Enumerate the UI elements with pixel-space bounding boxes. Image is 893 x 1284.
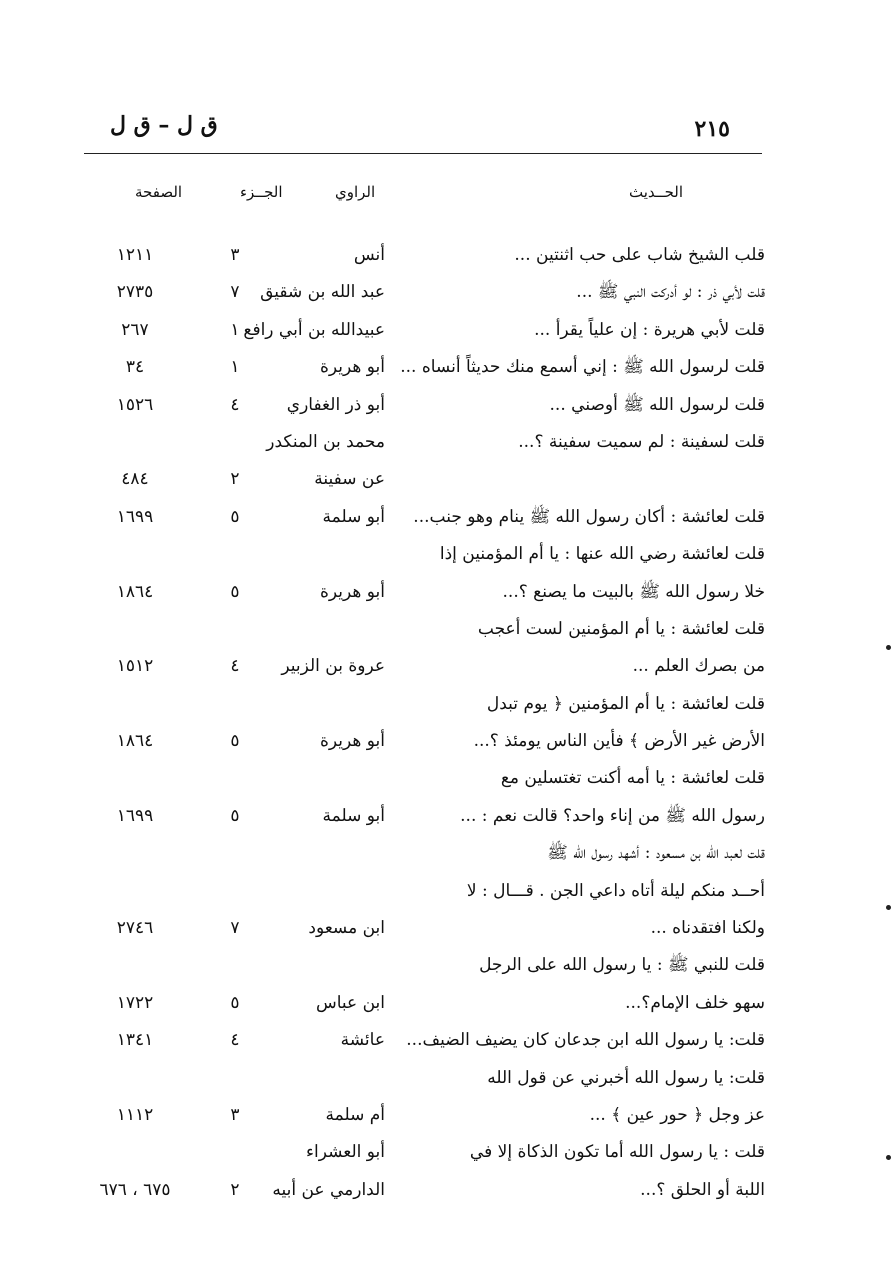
hadith-text: قلت لعبد الله بن مسعود : أشهد رسول الله ﷺ: [547, 843, 765, 864]
hadith-text: من بصرك العلم ...: [632, 656, 765, 677]
narrator: أم سلمة: [325, 1104, 385, 1125]
hadith-text: قلت لرسول الله ﷺ أوصني ...: [549, 394, 765, 415]
hadith-text: قلت لعائشة : يا أم المؤمنين ﴿ يوم تبدل: [486, 693, 765, 714]
page-reference: ٢٧٤٦: [116, 918, 154, 939]
volume-number: ٢: [230, 1179, 240, 1200]
volume-number: ٣: [230, 1104, 240, 1125]
narrator: أبو سلمة: [322, 805, 385, 826]
hadith-text: قلت للنبي ﷺ : يا رسول الله على الرجل: [479, 955, 765, 976]
volume-number: ٥: [230, 731, 240, 752]
index-row: [60, 240, 770, 277]
page-header: [90, 108, 760, 148]
narrator: أبو هريرة: [319, 581, 385, 602]
index-row: [60, 390, 770, 427]
narrator: أبو العشراء: [305, 1142, 385, 1163]
index-row: [60, 651, 770, 688]
page-reference: ١٨٦٤: [116, 581, 154, 602]
page-reference: ٢٧٣٥: [116, 282, 154, 303]
index-row: [60, 913, 770, 950]
hadith-text: قلت لسفينة : لم سميت سفينة ؟...: [518, 431, 765, 452]
volume-number: ٤: [230, 1030, 240, 1051]
volume-number: ٤: [230, 394, 240, 415]
volume-number: ١: [230, 319, 240, 340]
narrator: ابن مسعود: [308, 918, 385, 939]
page-reference: ١١١٢: [116, 1104, 154, 1125]
index-row: [60, 539, 770, 576]
index-row: [60, 838, 770, 875]
hadith-text: قلت لعائشة : يا أمه أكنت تغتسلين مع: [500, 768, 765, 789]
volume-number: ٢: [230, 469, 240, 490]
hadith-text: قلت: يا رسول الله أخبرني عن قول الله: [487, 1067, 765, 1088]
index-row: [60, 502, 770, 539]
index-row: [60, 1175, 770, 1212]
hadith-text: قلب الشيخ شاب على حب اثنتين ...: [514, 245, 765, 265]
page-reference: ١٣٤١: [116, 1030, 154, 1051]
index-row: [60, 801, 770, 838]
narrator: عروة بن الزبير: [281, 656, 385, 677]
running-head: ق ل – ق ل: [110, 112, 218, 138]
volume-number: ٧: [230, 918, 240, 939]
index-row: [60, 763, 770, 800]
page-reference: ١٥٢٦: [116, 394, 154, 415]
hadith-text: اللبة أو الحلق ؟...: [640, 1179, 765, 1200]
narrator: أنس: [353, 245, 385, 265]
page-reference: ١٧٢٢: [116, 992, 154, 1013]
hadith-text: الأرض غير الأرض ﴾ فأين الناس يومئذ ؟...: [473, 731, 765, 752]
margin-mark: [886, 905, 891, 910]
index-row: [60, 464, 770, 501]
index-row: [60, 1025, 770, 1062]
index-row: [60, 1137, 770, 1174]
hadith-text: قلت : يا رسول الله أما تكون الذكاة إلا في: [469, 1142, 765, 1163]
hadith-text: قلت لأبي ذر : لو أدركت النبي ﷺ ...: [576, 282, 765, 303]
narrator: أبو سلمة: [322, 506, 385, 527]
column-header-page: الصفحة: [135, 183, 183, 201]
page-reference: ١٥١٢: [116, 656, 154, 677]
narrator: عائشة: [340, 1030, 385, 1051]
index-row: [60, 577, 770, 614]
index-row: [60, 1063, 770, 1100]
narrator: أبو ذر الغفاري: [286, 394, 385, 415]
volume-number: ٥: [230, 992, 240, 1013]
page-reference: ١٦٩٩: [116, 805, 154, 826]
page-number: ٢١٥: [694, 116, 730, 142]
hadith-text: قلت لأبي هريرة : إن علياً يقرأ ...: [534, 319, 765, 340]
hadith-text: قلت لعائشة رضي الله عنها : يا أم المؤمنين إذا: [439, 544, 765, 565]
hadith-text: قلت لرسول الله ﷺ : إني أسمع منك حديثاً أنساه ...: [400, 357, 765, 378]
index-row: [60, 988, 770, 1025]
header-rule: [84, 153, 762, 154]
narrator: عبد الله بن شقيق: [260, 282, 385, 303]
margin-mark: [886, 645, 891, 650]
page-reference: ١٨٦٤: [116, 731, 154, 752]
hadith-text: رسول الله ﷺ من إناء واحد؟ قالت نعم : ...: [460, 805, 765, 826]
page-reference: ٣٤: [125, 357, 145, 378]
volume-number: ٣: [230, 245, 240, 265]
index-row: [60, 876, 770, 913]
volume-number: ٥: [230, 581, 240, 602]
narrator: محمد بن المنكدر: [266, 431, 385, 452]
page-reference: ٦٧٥ ، ٦٧٦: [99, 1179, 171, 1200]
volume-number: ٤: [230, 656, 240, 677]
index-row: [60, 277, 770, 314]
narrator: الدارمي عن أبيه: [272, 1179, 385, 1200]
page-reference: ٤٨٤: [121, 469, 149, 490]
page-reference: ٢٦٧: [121, 319, 149, 340]
hadith-text: قلت لعائشة : يا أم المؤمنين لست أعجب: [477, 618, 765, 639]
index-row: [60, 1100, 770, 1137]
volume-number: ١: [230, 357, 240, 378]
index-row: [60, 726, 770, 763]
column-header-juz: الجــزء: [240, 183, 283, 201]
hadith-text: خلا رسول الله ﷺ بالبيت ما يصنع ؟...: [502, 581, 765, 602]
margin-mark: [886, 1155, 891, 1160]
column-header-rawi: الراوي: [335, 183, 376, 201]
index-row: [60, 352, 770, 389]
index-row: [60, 950, 770, 987]
index-row: [60, 614, 770, 651]
narrator: عن سفينة: [314, 469, 385, 490]
narrator: أبو هريرة: [319, 357, 385, 378]
hadith-index-list: [60, 240, 770, 1212]
index-row: [60, 689, 770, 726]
index-row: [60, 427, 770, 464]
volume-number: ٥: [230, 805, 240, 826]
volume-number: ٥: [230, 506, 240, 527]
hadith-text: ولكنا افتقدناه ...: [650, 918, 765, 939]
hadith-text: قلت: يا رسول الله ابن جدعان كان يضيف الضيف...: [406, 1030, 765, 1051]
hadith-text: أحــد منكم ليلة أتاه داعي الجن . قـــال : لا: [466, 880, 765, 901]
narrator: ابن عباس: [315, 992, 385, 1013]
volume-number: ٧: [230, 282, 240, 303]
hadith-text: قلت لعائشة : أكان رسول الله ﷺ ينام وهو جنب...: [413, 506, 765, 527]
hadith-text: عز وجل ﴿ حور عين ﴾ ...: [589, 1104, 765, 1125]
column-header-hadith: الحــديث: [629, 183, 683, 201]
hadith-text: سهو خلف الإمام؟...: [625, 992, 765, 1013]
narrator: أبو هريرة: [319, 731, 385, 752]
index-row: [60, 315, 770, 352]
page-reference: ١٦٩٩: [116, 506, 154, 527]
page-reference: ١٢١١: [116, 245, 154, 265]
narrator: عبيدالله بن أبي رافع: [243, 319, 385, 340]
